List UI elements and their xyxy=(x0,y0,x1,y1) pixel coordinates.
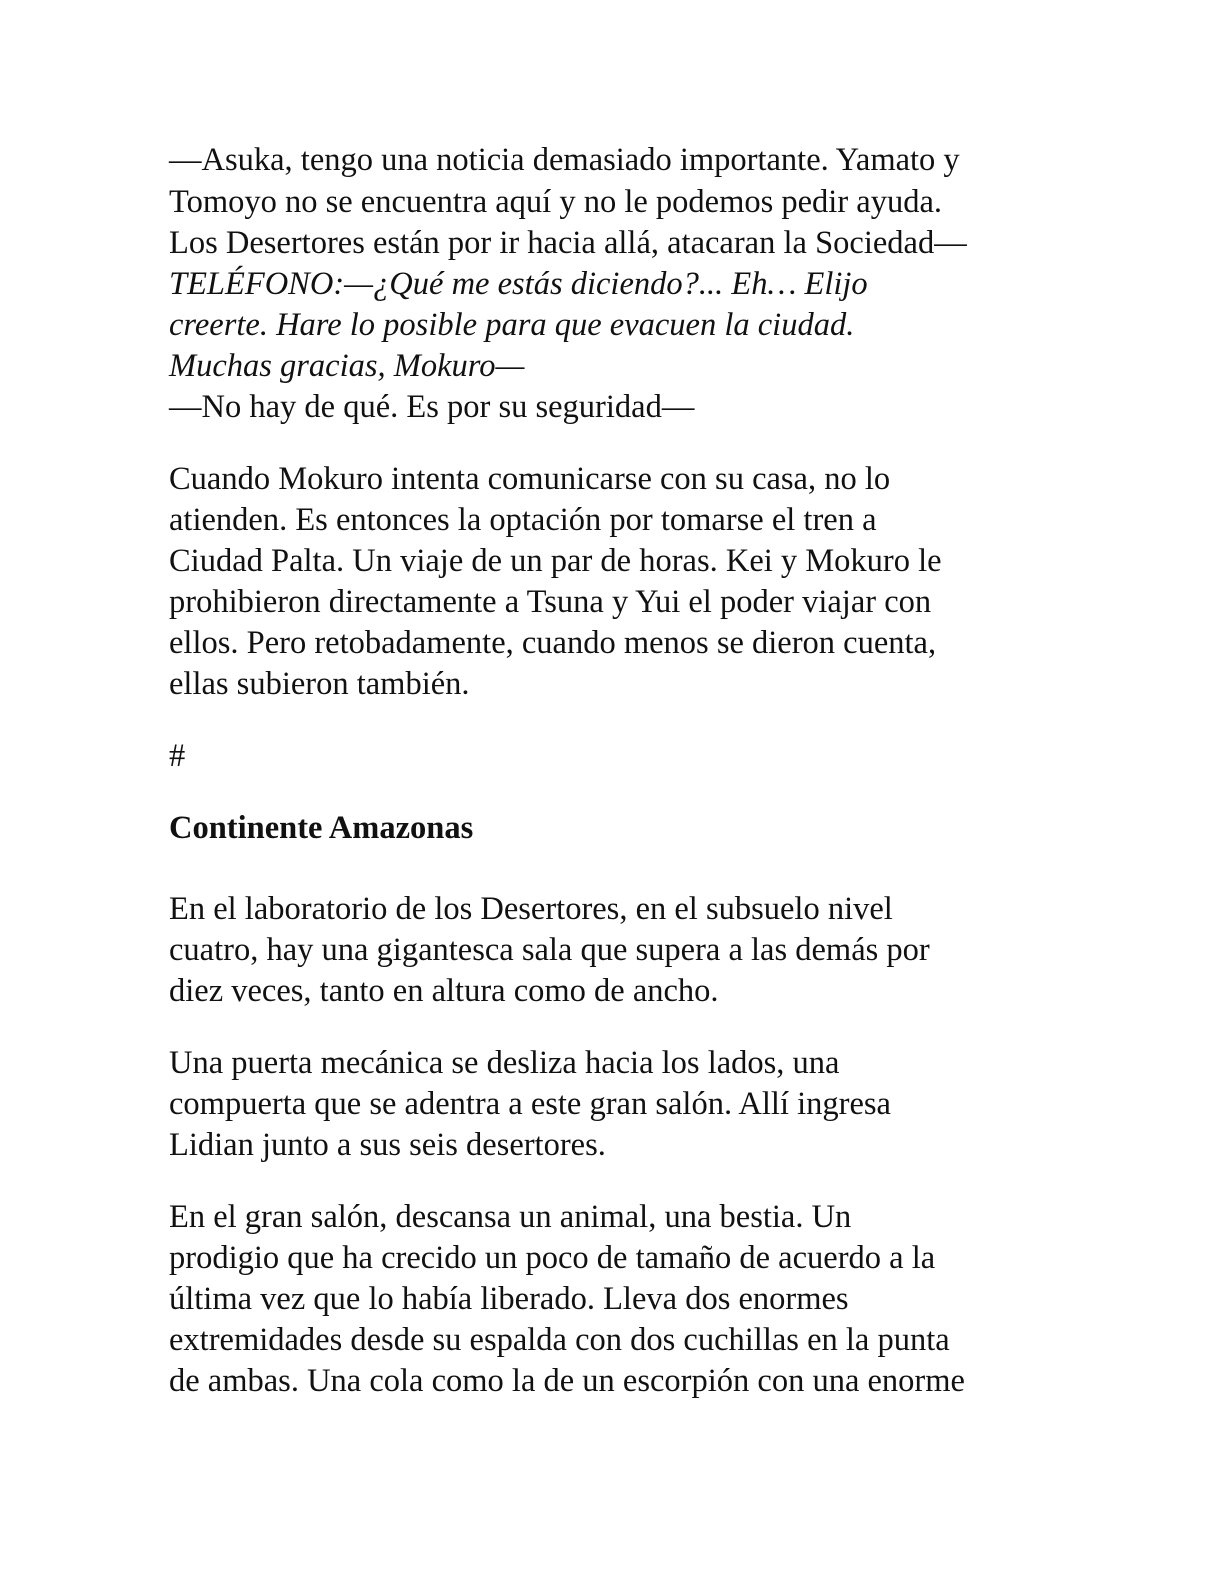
paragraph-line: ellos. Pero retobadamente, cuando menos se dieron cuenta, xyxy=(169,625,937,661)
paragraph-line: Cuando Mokuro intenta comunicarse con su casa, no lo xyxy=(169,461,891,497)
paragraph-line: ellas subieron también. xyxy=(169,666,470,702)
paragraph-line: En el laboratorio de los Desertores, en el subsuelo nivel xyxy=(169,891,893,927)
paragraph-line: extremidades desde su espalda con dos cuchillas en la punta xyxy=(169,1322,950,1358)
scene-separator: # xyxy=(169,738,186,774)
dialogue-line: Tomoyo no se encuentra aquí y no le podemos pedir ayuda. xyxy=(169,184,943,220)
phone-dialogue-line: Muchas gracias, Mokuro— xyxy=(169,348,525,384)
dialogue-line: Los Desertores están por ir hacia allá, atacaran la Sociedad— xyxy=(169,225,967,261)
paragraph-line: de ambas. Una cola como la de un escorpión con una enorme xyxy=(169,1363,965,1399)
phone-dialogue-line: creerte. Hare lo posible para que evacuen la ciudad. xyxy=(169,307,855,343)
phone-dialogue-line: TELÉFONO:—¿Qué me estás diciendo?... Eh… Elijo xyxy=(169,266,868,302)
paragraph-line: diez veces, tanto en altura como de ancho. xyxy=(169,973,719,1009)
paragraph-line: prodigio que ha crecido un poco de tamaño de acuerdo a la xyxy=(169,1240,936,1276)
dialogue-line: —Asuka, tengo una noticia demasiado importante. Yamato y xyxy=(169,142,960,178)
paragraph-line: prohibieron directamente a Tsuna y Yui el poder viajar con xyxy=(169,584,932,620)
paragraph-line: Ciudad Palta. Un viaje de un par de horas. Kei y Mokuro le xyxy=(169,543,942,579)
paragraph-line: Una puerta mecánica se desliza hacia los lados, una xyxy=(169,1045,840,1081)
dialogue-reply: —No hay de qué. Es por su seguridad— xyxy=(169,389,695,425)
paragraph-line: última vez que lo había liberado. Lleva dos enormes xyxy=(169,1281,849,1317)
section-heading: Continente Amazonas xyxy=(169,810,474,846)
paragraph-line: atienden. Es entonces la optación por tomarse el tren a xyxy=(169,502,877,538)
paragraph-line: compuerta que se adentra a este gran salón. Allí ingresa xyxy=(169,1086,891,1122)
paragraph-line: En el gran salón, descansa un animal, una bestia. Un xyxy=(169,1199,852,1235)
paragraph-line: Lidian junto a sus seis desertores. xyxy=(169,1127,606,1163)
paragraph-line: cuatro, hay una gigantesca sala que supera a las demás por xyxy=(169,932,930,968)
